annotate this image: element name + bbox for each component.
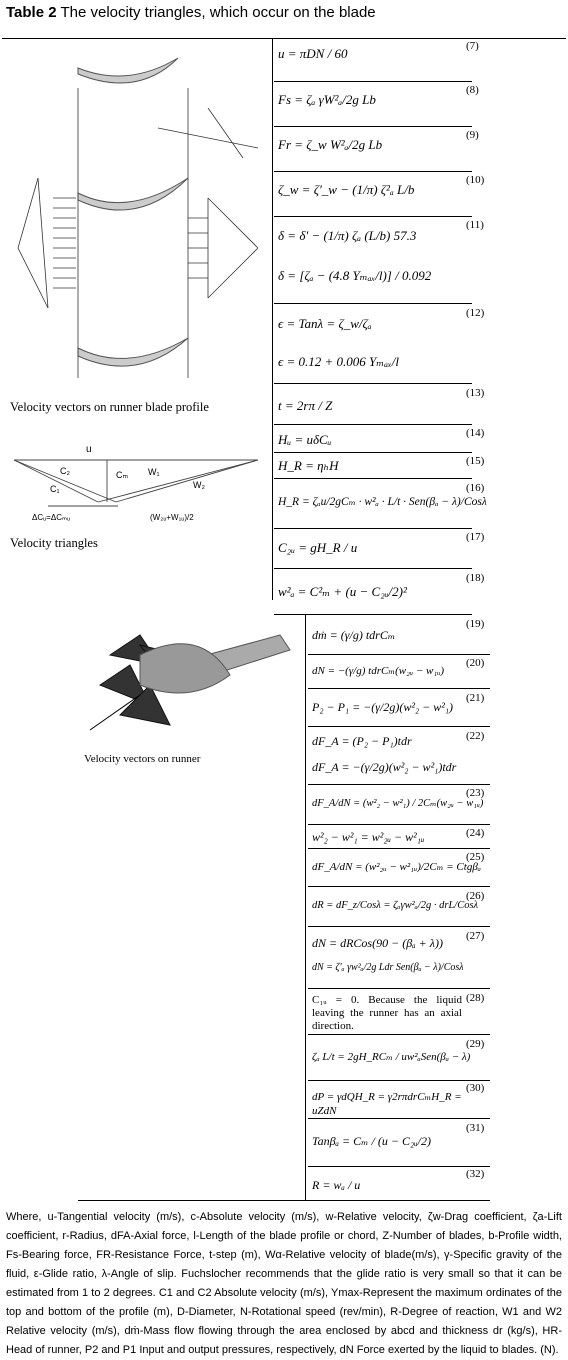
eqnum-21: (21): [466, 692, 485, 704]
eqnum-20: (20): [466, 657, 485, 669]
table-title: The velocity triangles, which occur on the blade: [56, 4, 376, 21]
equation-30: dP = γdQH_R = γ2rπdrCₘH_R = uZdN: [312, 1091, 462, 1117]
eqnum-19: (19): [466, 618, 485, 630]
equation-26: dR = dF_z/Cosλ = ζₐγw²ₐ/2g · drL/Cosλ: [312, 900, 479, 911]
table-caption: [6, 4, 376, 21]
equation-27a: dN = dRCos(90 − (βₐ + λ)): [312, 936, 443, 950]
tri-w1-label: W₁: [148, 467, 160, 477]
equation-11a: δ = δ′ − (1/π) ζₐ (L/b) 57.3: [278, 228, 417, 243]
equation-27b: dN = ζ′ₐ γw²ₐ/2g Ldr Sen(βₐ − λ)/Cosλ: [312, 962, 464, 973]
equation-10: ζ_w = ζ′_w − (1/π) ζ²ₐ L/b: [278, 182, 415, 197]
equation-17: C₂ᵤ = gH_R / u: [278, 540, 358, 555]
eqnum-16: (16): [466, 482, 485, 494]
runner-figure: [80, 625, 300, 735]
equation-9: Fr = ζ_w W²ₐ/2g Lb: [278, 137, 383, 152]
equation-22b: dF_A = −(γ/2g)(w²₂ − w²₁)tdr: [312, 760, 457, 774]
equation-32: R = wₐ / u: [312, 1178, 361, 1192]
equation-19: dṁ = (γ/g) tdrCₘ: [312, 628, 396, 642]
table-footnote: Where, u-Tangential velocity (m/s), c-Absolute velocity (m/s), w-Relative velocity, ζw-Drag coefficient, ζa-Lift coefficient, r-Radius, dFA-Axial force, l-Length of the blade profile or chord, Z-Number of blades, b-Profile width, Fs-Bearing force, FR-Resistance Force, t-step (m), Wα-Relative velocity of blade(m/s), γ-Specific gravity of the fluid, ε-Glide ratio, λ-Angle of slip. Fuchslocher recommends that the glide ratio is very small so that it can be estimated from 1 to 2 degrees. C1 and C2 Absolute velocity (m/s), Ymax-Represent the maximum ordinates of the top and bottom of the profile (m), D-Diameter, N-Rotational speed (rev/min), R-Degree of reaction, W1 and W2 Relative velocity (m/s), dṁ-Mass flow flowing through the area enclosed by abcd and thickness dr (kg/s), HR-Head of runner, P2 and P1 Input and output pressures, respectively, dN Force exerted by the liquid to blades. (N).: [6, 1211, 562, 1356]
equation-29: ζₐ L/t = 2gH_RCₘ / uw²ₐSen(βₐ − λ): [312, 1051, 471, 1063]
top-rule: [2, 38, 566, 39]
eqnum-24: (24): [466, 827, 485, 839]
equation-14: Hᵤ = uδCᵤ: [278, 432, 332, 447]
eqnum-14: (14): [466, 427, 485, 439]
eqnum-27: (27): [466, 930, 485, 942]
eqnum-31: (31): [466, 1122, 485, 1134]
equation-23: dF_A/dN = (w²₂ − w²₁) / 2Cₘ(w₂ᵤ − w₁ᵤ): [312, 798, 484, 809]
eqnum-30: (30): [466, 1082, 485, 1094]
eqnum-18: (18): [466, 572, 485, 584]
eqnum-12: (12): [466, 307, 485, 319]
equation-12b: ϵ = 0.12 + 0.006 Yₘₐₓ/l: [278, 354, 399, 369]
equation-28: C₁ᵤ = 0. Because the liquid leaving the runner has an axial direction.: [312, 994, 462, 1032]
eqnum-17: (17): [466, 531, 485, 543]
eqnum-11: (11): [466, 219, 484, 231]
eqnum-9: (9): [466, 129, 479, 141]
equation-12a: ϵ = Tanλ = ζ_w/ζₐ: [278, 316, 372, 331]
tri-dcu-label: ΔCᵤ=ΔCₘᵤ: [32, 513, 71, 522]
eqnum-28: (28): [466, 992, 485, 1004]
equation-20: dN = −(γ/g) tdrCₘ(w₂ᵤ − w₁ᵤ): [312, 665, 445, 677]
velocity-triangles-figure: [8, 440, 270, 540]
eqnum-22: (22): [466, 730, 485, 742]
equation-8: Fs = ζₐ γW²ₐ/2g Lb: [278, 92, 376, 107]
eqnum-26: (26): [466, 890, 485, 902]
eqnum-32: (32): [466, 1168, 485, 1180]
equation-15: H_R = ηₕH: [278, 458, 339, 473]
eqnum-10: (10): [466, 174, 485, 186]
eqnum-7: (7): [466, 40, 479, 52]
table-label: Table 2: [6, 4, 57, 21]
triangles-caption: Velocity triangles: [10, 536, 98, 550]
blade-profile-caption: Velocity vectors on runner blade profile: [10, 400, 209, 414]
equation-11b: δ = [ζₐ − (4.8 Yₘₐₓ/l)] / 0.092: [278, 268, 432, 283]
tri-c2-label: C₂: [60, 466, 70, 476]
eqnum-8: (8): [466, 84, 479, 96]
equation-16: H_R = ζₐu/2gCₘ · w²ₐ · L/t · Sen(βₐ − λ)/Cosλ: [278, 496, 487, 508]
equation-24: w²₂ − w²₁ = w²₂ᵤ − w²₁ᵤ: [312, 830, 425, 844]
bottom-rule: [78, 1200, 490, 1201]
tri-cm-label: Cₘ: [116, 470, 129, 480]
eqnum-23: (23): [466, 787, 485, 799]
equation-22a: dF_A = (P₂ − P₁)tdr: [312, 734, 412, 748]
equation-31: Tanβₐ = Cₘ / (u − C₂ᵤ/2): [312, 1134, 431, 1148]
equation-21: P₂ − P₁ = −(γ/2g)(w²₂ − w²₁): [312, 700, 453, 714]
equation-7: u = πDN / 60: [278, 46, 348, 61]
eqnum-25: (25): [466, 851, 485, 863]
equation-18: w²ₐ = C²ₘ + (u − C₂ᵤ/2)²: [278, 584, 407, 599]
eqnum-13: (13): [466, 387, 485, 399]
equation-25: dF_A/dN = (w²₂ᵤ − w²₁ᵤ)/2Cₘ = Ctgβₐ: [312, 861, 482, 873]
column-divider: [272, 38, 273, 600]
tri-wsum-label: (W₂ᵤ+W₁ᵤ)/2: [150, 513, 194, 522]
runner-caption: Velocity vectors on runner: [84, 753, 201, 765]
tri-u-label: u: [86, 444, 92, 455]
column-divider-lower: [305, 614, 306, 1200]
equation-13: t = 2rπ / Z: [278, 398, 333, 413]
eqnum-29: (29): [466, 1038, 485, 1050]
blade-profile-figure: [8, 48, 270, 398]
eqnum-15: (15): [466, 455, 485, 467]
tri-w2-label: W₂: [193, 480, 205, 490]
tri-c1-label: C₁: [50, 484, 60, 494]
